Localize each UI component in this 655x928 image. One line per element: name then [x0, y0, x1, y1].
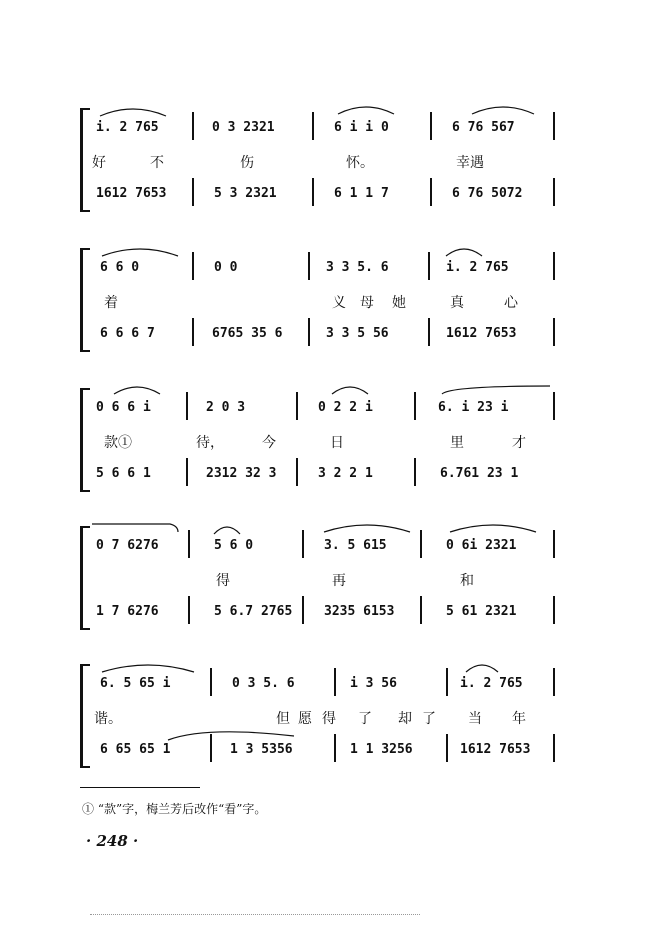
lower-measure: 1 1 3256 — [350, 742, 413, 757]
barline — [210, 668, 212, 696]
barline — [186, 458, 188, 486]
upper-measure: 0 3 2321 — [212, 120, 275, 135]
lower-measure: 1612 7653 — [96, 186, 167, 201]
barline — [192, 318, 194, 346]
slur — [470, 104, 536, 116]
barline — [192, 252, 194, 280]
footnote-rule — [80, 787, 200, 788]
lower-measure: 6 76 5072 — [452, 186, 523, 201]
barline — [430, 112, 432, 140]
slur — [100, 246, 180, 258]
upper-measure: i. 2 765 — [446, 260, 509, 275]
system-bracket — [80, 248, 90, 352]
upper-measure: 6 i i 0 — [334, 120, 389, 135]
barline — [334, 668, 336, 696]
lyric: 着 — [104, 295, 118, 311]
upper-measure: i. 2 765 — [96, 120, 159, 135]
barline — [420, 596, 422, 624]
lyric: 今 — [262, 435, 276, 451]
upper-measure: i 3 56 — [350, 676, 397, 691]
slur — [448, 522, 538, 534]
lyric: 谐。 — [94, 711, 122, 727]
barline — [414, 458, 416, 486]
lyric: 款① — [104, 435, 132, 451]
system-bracket — [80, 526, 90, 630]
barline — [446, 734, 448, 762]
lyric: 当 — [468, 711, 482, 727]
barline — [188, 596, 190, 624]
upper-measure: 5 6 0 — [214, 538, 254, 553]
upper-measure: i. 2 765 — [460, 676, 523, 691]
barline — [553, 530, 555, 558]
lyric: 但 — [276, 711, 290, 727]
lower-measure: 1612 7653 — [460, 742, 531, 757]
lyric: 得 — [216, 573, 230, 589]
barline — [553, 178, 555, 206]
upper-measure: 6 76 567 — [452, 120, 515, 135]
barline — [308, 318, 310, 346]
barline — [430, 178, 432, 206]
barline — [553, 318, 555, 346]
upper-measure: 6 6 0 — [100, 260, 140, 275]
barline — [553, 596, 555, 624]
barline — [296, 392, 298, 420]
upper-measure: 6. 5 65 i — [100, 676, 171, 691]
lower-measure: 3235 6153 — [324, 604, 395, 619]
slur — [464, 662, 500, 674]
lyric: 待， — [196, 435, 224, 451]
barline — [428, 252, 430, 280]
slur — [444, 246, 484, 258]
system-bracket — [80, 108, 90, 212]
slur — [98, 106, 168, 118]
lower-measure: 1 7 6276 — [96, 604, 159, 619]
page-number: · 248 · — [86, 832, 139, 850]
slur — [166, 728, 296, 742]
lyric: 不 — [150, 155, 164, 171]
tie-line — [90, 522, 180, 534]
lyric: 母 — [360, 295, 374, 311]
tie-line — [440, 384, 552, 396]
barline — [428, 318, 430, 346]
barline — [188, 530, 190, 558]
upper-measure: 0 6i 2321 — [446, 538, 517, 553]
barline — [312, 178, 314, 206]
barline — [302, 596, 304, 624]
barline — [334, 734, 336, 762]
slur — [322, 522, 412, 534]
barline — [553, 252, 555, 280]
barline — [420, 530, 422, 558]
barline — [296, 458, 298, 486]
lower-measure: 1612 7653 — [446, 326, 517, 341]
barline — [446, 668, 448, 696]
lyric: 才 — [512, 435, 526, 451]
lower-measure: 1 3 5356 — [230, 742, 293, 757]
barline — [192, 112, 194, 140]
lower-measure: 3 3 5 56 — [326, 326, 389, 341]
upper-measure: 0 6 6 i — [96, 400, 151, 415]
barline — [553, 392, 555, 420]
lyric: 心 — [504, 295, 518, 311]
lower-measure: 6.761 23 1 — [440, 466, 519, 481]
lower-measure: 2312 32 3 — [206, 466, 277, 481]
slur — [330, 384, 370, 396]
lower-measure: 5 3 2321 — [214, 186, 277, 201]
upper-measure: 3. 5 615 — [324, 538, 387, 553]
footnote: ① “款”字，梅兰芳后改作“看”字。 — [82, 802, 267, 816]
lyric: 再 — [332, 573, 346, 589]
barline — [312, 112, 314, 140]
lyric: 得 — [322, 711, 336, 727]
lyric: 怀。 — [346, 155, 374, 171]
lower-measure: 6 6 6 7 — [100, 326, 155, 341]
lyric: 伤 — [240, 155, 254, 171]
lower-measure: 3 2 2 1 — [318, 466, 373, 481]
upper-measure: 0 7 6276 — [96, 538, 159, 553]
barline — [553, 112, 555, 140]
upper-measure: 6. i 23 i — [438, 400, 509, 415]
system-bracket — [80, 388, 90, 492]
lyric: 她 — [392, 295, 406, 311]
lyric: 里 — [450, 435, 464, 451]
lyric: 日 — [330, 435, 344, 451]
upper-measure: 0 3 5. 6 — [232, 676, 295, 691]
barline — [553, 668, 555, 696]
lyric: 义 — [332, 295, 346, 311]
system-bracket — [80, 664, 90, 768]
lyric: 年 — [512, 711, 526, 727]
upper-measure: 3 3 5. 6 — [326, 260, 389, 275]
scan-artifact-line — [90, 914, 420, 915]
barline — [302, 530, 304, 558]
lyric: 好 — [92, 155, 106, 171]
barline — [308, 252, 310, 280]
lower-measure: 6 1 1 7 — [334, 186, 389, 201]
lower-measure: 5 6 6 1 — [96, 466, 151, 481]
slur — [112, 384, 162, 396]
lower-measure: 5 61 2321 — [446, 604, 517, 619]
upper-measure: 0 0 — [214, 260, 238, 275]
barline — [414, 392, 416, 420]
barline — [192, 178, 194, 206]
lyric: 和 — [460, 573, 474, 589]
lyric: 真 — [450, 295, 464, 311]
lyric: 愿 — [298, 711, 312, 727]
lyric: 了 — [422, 711, 436, 727]
slur — [336, 104, 396, 116]
lyric: 幸遇 — [456, 155, 484, 171]
barline — [186, 392, 188, 420]
lower-measure: 5 6.7 2765 — [214, 604, 293, 619]
lyric: 却 — [398, 711, 412, 727]
lower-measure: 6765 35 6 — [212, 326, 283, 341]
slur — [100, 662, 196, 674]
upper-measure: 2 0 3 — [206, 400, 246, 415]
slur — [212, 524, 242, 536]
barline — [553, 734, 555, 762]
upper-measure: 0 2 2 i — [318, 400, 373, 415]
lower-measure: 6 65 65 1 — [100, 742, 171, 757]
lyric: 了 — [358, 711, 372, 727]
